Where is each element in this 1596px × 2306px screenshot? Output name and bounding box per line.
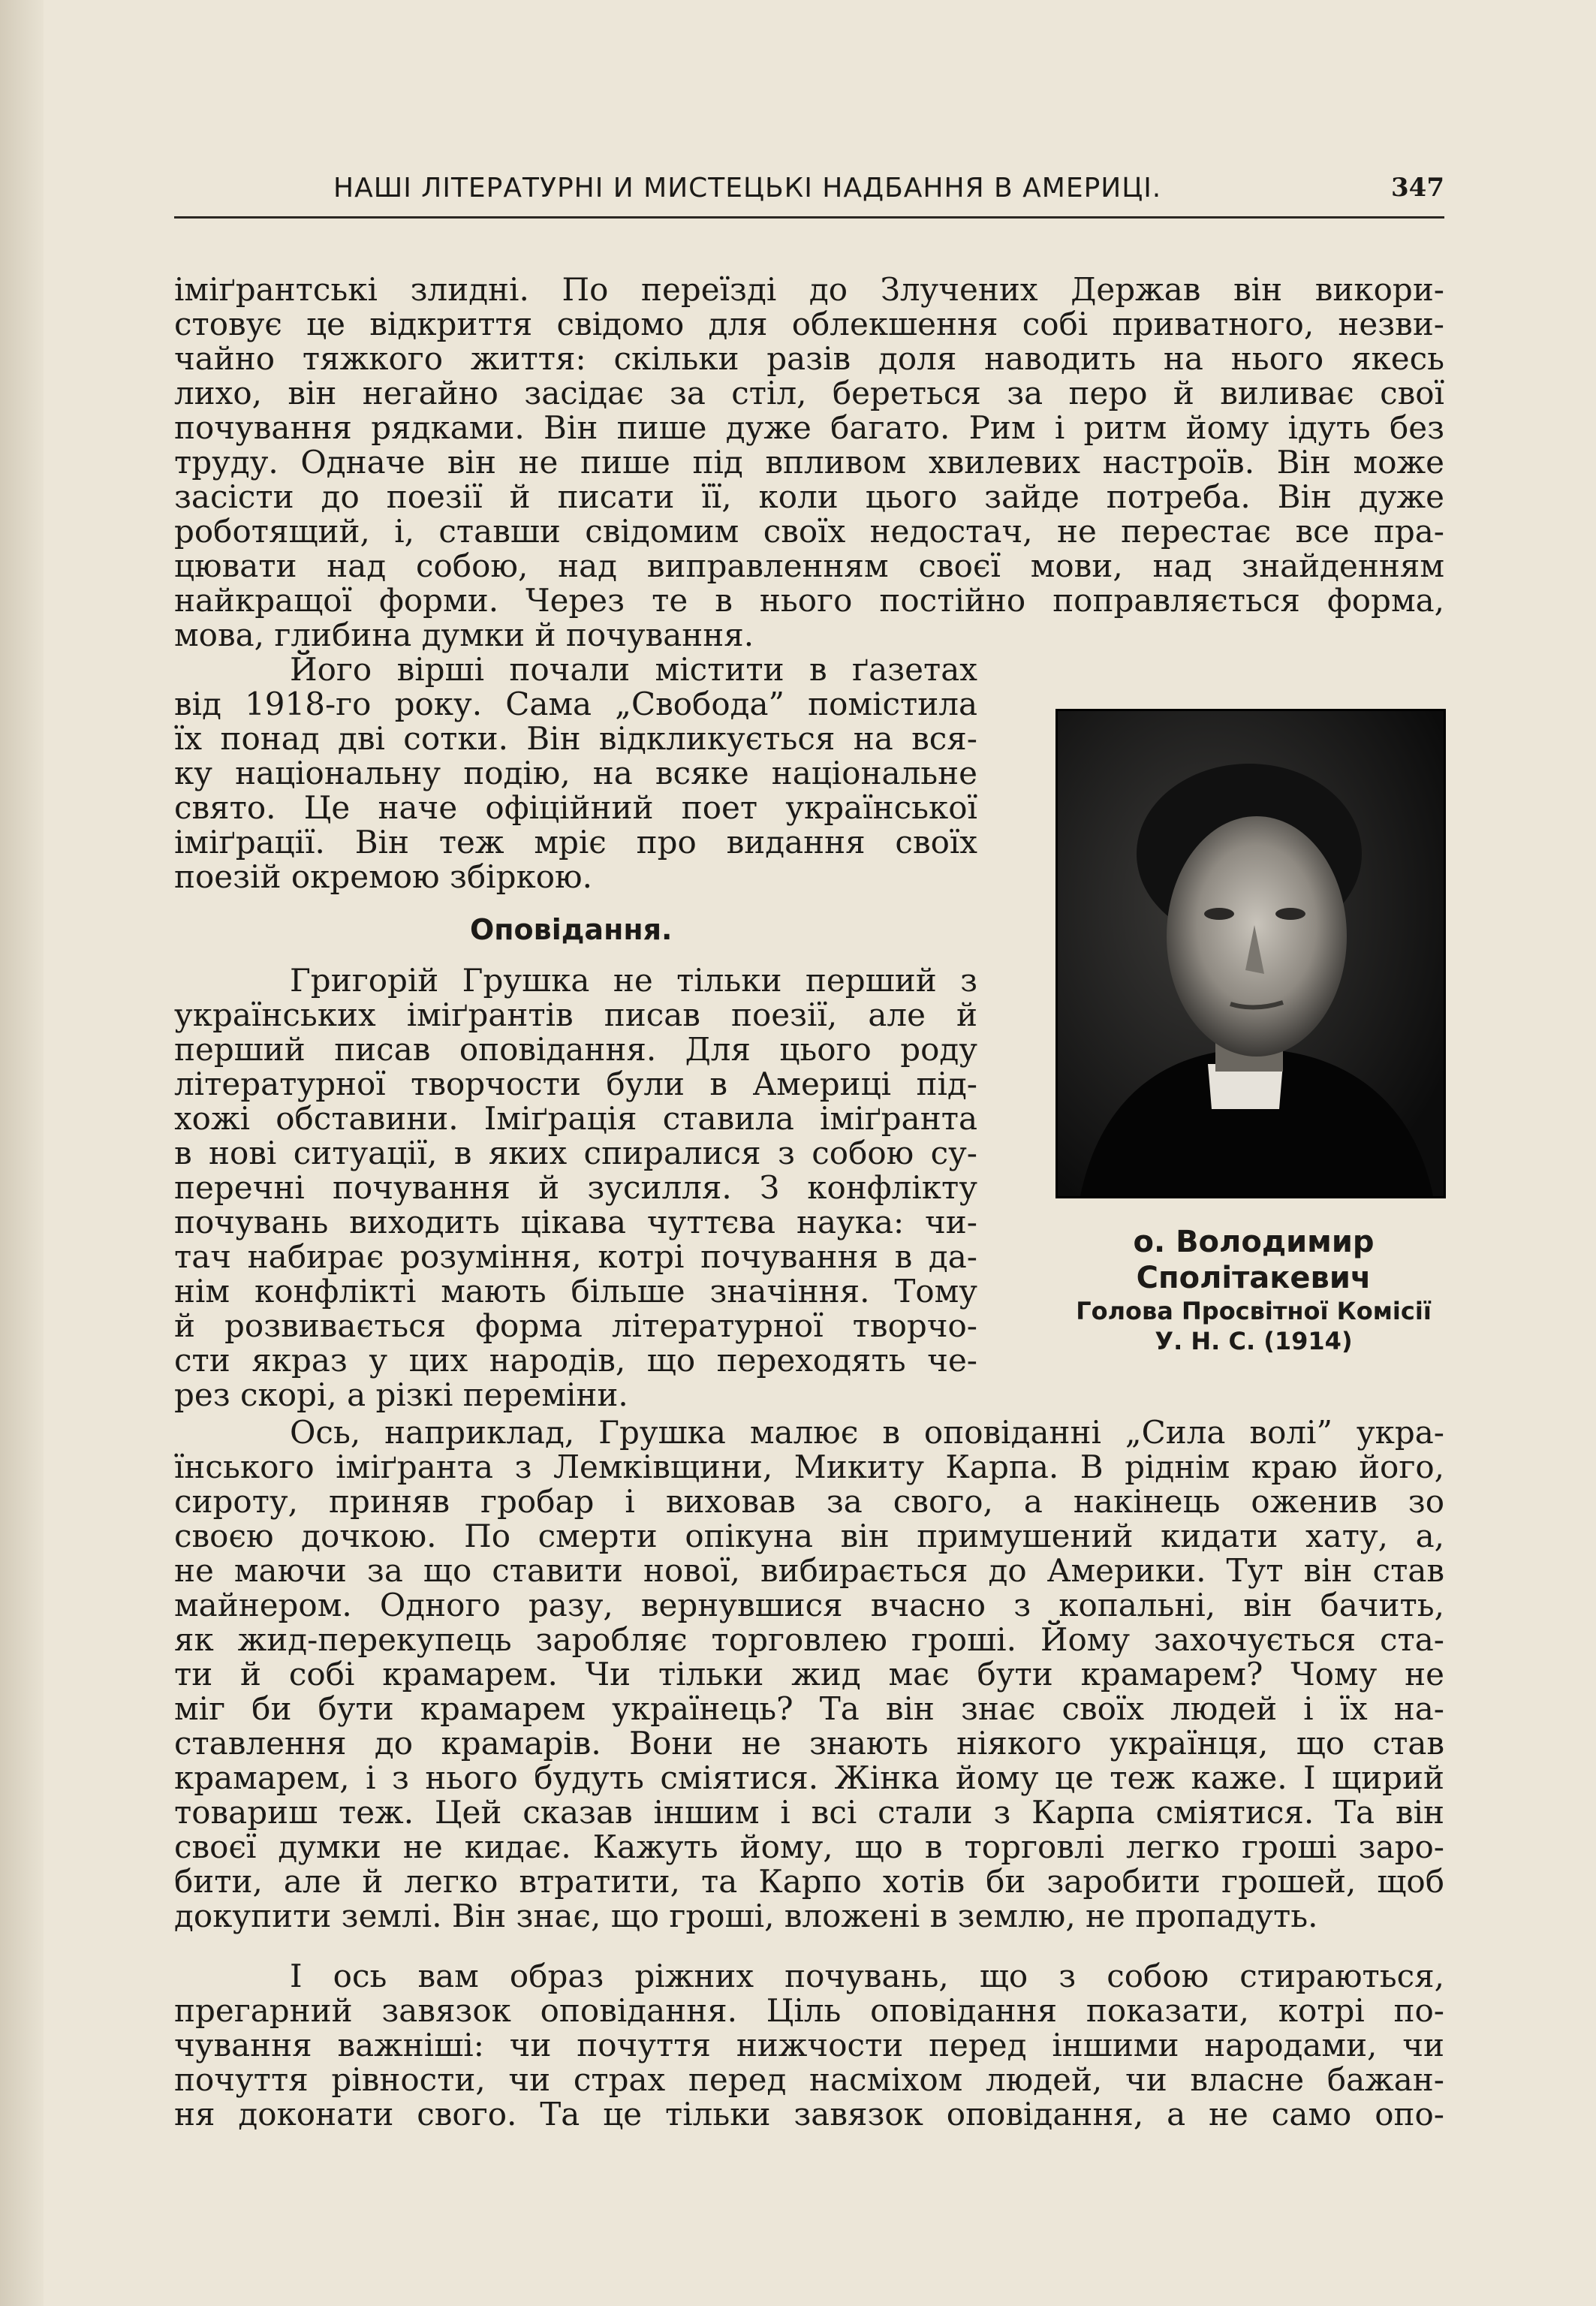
header-title: НАШІ ЛІТЕРАТУРНІ И МИСТЕЦЬКІ НАДБАННЯ В АМЕРИЦІ. [333, 173, 1162, 203]
text-line: лихо, він негайно засідає за стіл, береться за перо й виливає свої [174, 375, 1444, 411]
text-line: Його вірші почали містити в ґазетах [290, 651, 977, 688]
text-line: ня доконати свого. Та це тільки завязок оповідання, а не само опо- [174, 2096, 1444, 2133]
text-line: в нові ситуації, в яких спиралися з собою су- [174, 1135, 977, 1171]
text-line: Ось, наприклад, Грушка малює в оповіданні „Сила волі” укра- [290, 1414, 1444, 1451]
text-line: своєю дочкою. По смерти опікуна він примушений кидати хату, а, [174, 1518, 1444, 1554]
text-line: перечні почування й зусилля. З конфлікту [174, 1169, 977, 1206]
text-line: сироту, приняв гробар і виховав за свого, а накінець оженив зо [174, 1483, 1444, 1520]
text-line: чування важніші: чи почуття нижчости перед іншими народами, чи [174, 2027, 1444, 2063]
text-line: сти якраз у цих народів, що переходять че- [174, 1342, 977, 1379]
text-line: стовує це відкриття свідомо для облекшення собі приватного, незви- [174, 306, 1444, 342]
text-line: літературної творчости були в Америці під- [174, 1066, 977, 1102]
text-line: найкращої форми. Через те в нього постійно поправляється форма, [174, 582, 1444, 619]
text-line: своєї думки не кидає. Кажуть йому, що в торговлі легко гроші заро- [174, 1828, 1444, 1865]
text-line: мова, глибина думки й почування. [174, 616, 754, 653]
text-line: Григорій Грушка не тільки перший з [290, 962, 977, 999]
text-line: українських іміґрантів писав поезії, але й [174, 996, 977, 1033]
page-edge [0, 0, 44, 2306]
portrait-photo [1055, 709, 1446, 1198]
section-heading: Оповідання. [470, 913, 673, 946]
text-line: майнером. Одного разу, вернувшися вчасно з копальні, він бачить, [174, 1587, 1444, 1623]
text-line: ставлення до крамарів. Вони не знають ніякого українця, що став [174, 1725, 1444, 1762]
text-line: їх понад дві сотки. Він відкликується на вся- [174, 720, 977, 757]
text-line: міг би бути крамарем українець? Та він знає своїх людей і їх на- [174, 1690, 1444, 1727]
text-line: І ось вам образ ріжних почувань, що з собою стираються, [290, 1958, 1444, 1994]
text-line: нім конфлікті мають більше значіння. Тому [174, 1273, 977, 1310]
text-line: засісти до поезії й писати її, коли цього зайде потреба. Він дуже [174, 478, 1444, 515]
caption-name-line1: о. Володимир [1133, 1225, 1375, 1259]
text-line: крамарем, і з нього будуть сміятися. Жінка йому це теж каже. І щирий [174, 1759, 1444, 1796]
text-line: поезій окремою збіркою. [174, 858, 592, 895]
text-line: почуття рівности, чи страх перед насміхом людей, чи власне бажан- [174, 2061, 1444, 2098]
page-number: 347 [1391, 173, 1444, 203]
text-line: товариш теж. Цей сказав іншим і всі стали з Карпа сміятися. Та він [174, 1794, 1444, 1831]
text-line: ти й собі крамарем. Чи тільки жид має бути крамарем? Чому не [174, 1656, 1444, 1693]
text-line: іміґрантські злидні. По переїзді до Злучених Держав він викори- [174, 271, 1444, 308]
text-line: тач набирає розуміння, котрі почування в да- [174, 1238, 977, 1275]
text-line: їнського іміґранта з Лемківщини, Микиту Карпа. В ріднім краю його, [174, 1448, 1444, 1485]
text-line: рез скорі, а різкі переміни. [174, 1376, 628, 1413]
text-line: прегарний завязок оповідання. Ціль оповідання показати, котрі по- [174, 1992, 1444, 2029]
running-header [174, 167, 1444, 219]
photo-caption [1043, 1224, 1464, 1356]
text-line: як жид-перекупець заробляє торговлею гроші. Йому захочується ста- [174, 1621, 1444, 1658]
caption-role-line1: Голова Просвітної Комісії [1076, 1297, 1432, 1325]
text-line: труду. Одначе він не пише під впливом хвилевих настроїв. Він може [174, 444, 1444, 481]
caption-role-line2: У. Н. С. (1914) [1155, 1327, 1353, 1355]
text-line: роботящий, і, ставши свідомим своїх недостач, не перестає все пра- [174, 513, 1444, 550]
text-line: докупити землі. Він знає, що гроші, вложені в землю, не пропадуть. [174, 1898, 1318, 1934]
text-line: ку національну подію, на всяке національне [174, 755, 977, 791]
text-line: іміґрації. Він теж мріє про видання своїх [174, 824, 977, 861]
text-line: не маючи за що ставити нової, вибирається до Америки. Тут він став [174, 1552, 1444, 1589]
text-line: й розвивається форма літературної творчо- [174, 1307, 977, 1344]
text-line: від 1918-го року. Сама „Свобода” помістила [174, 686, 977, 722]
text-line: почувань виходить цікава чуттєва наука: чи- [174, 1204, 977, 1240]
text-line: хожі обставини. Іміґрація ставила іміґранта [174, 1100, 977, 1137]
text-line: цювати над собою, над виправленням своєї мови, над знайденням [174, 547, 1444, 584]
text-line: бити, але й легко втратити, та Карпо хотів би заробити грошей, щоб [174, 1863, 1444, 1900]
text-line: чайно тяжкого життя: скільки разів доля наводить на нього якесь [174, 340, 1444, 377]
text-line: свято. Це наче офіційний поет української [174, 789, 977, 826]
text-line: почування рядками. Він пише дуже багато. Рим і ритм йому ідуть без [174, 409, 1444, 446]
text-line: перший писав оповідання. Для цього роду [174, 1031, 977, 1068]
caption-name-line2: Сполітакевич [1136, 1261, 1372, 1295]
